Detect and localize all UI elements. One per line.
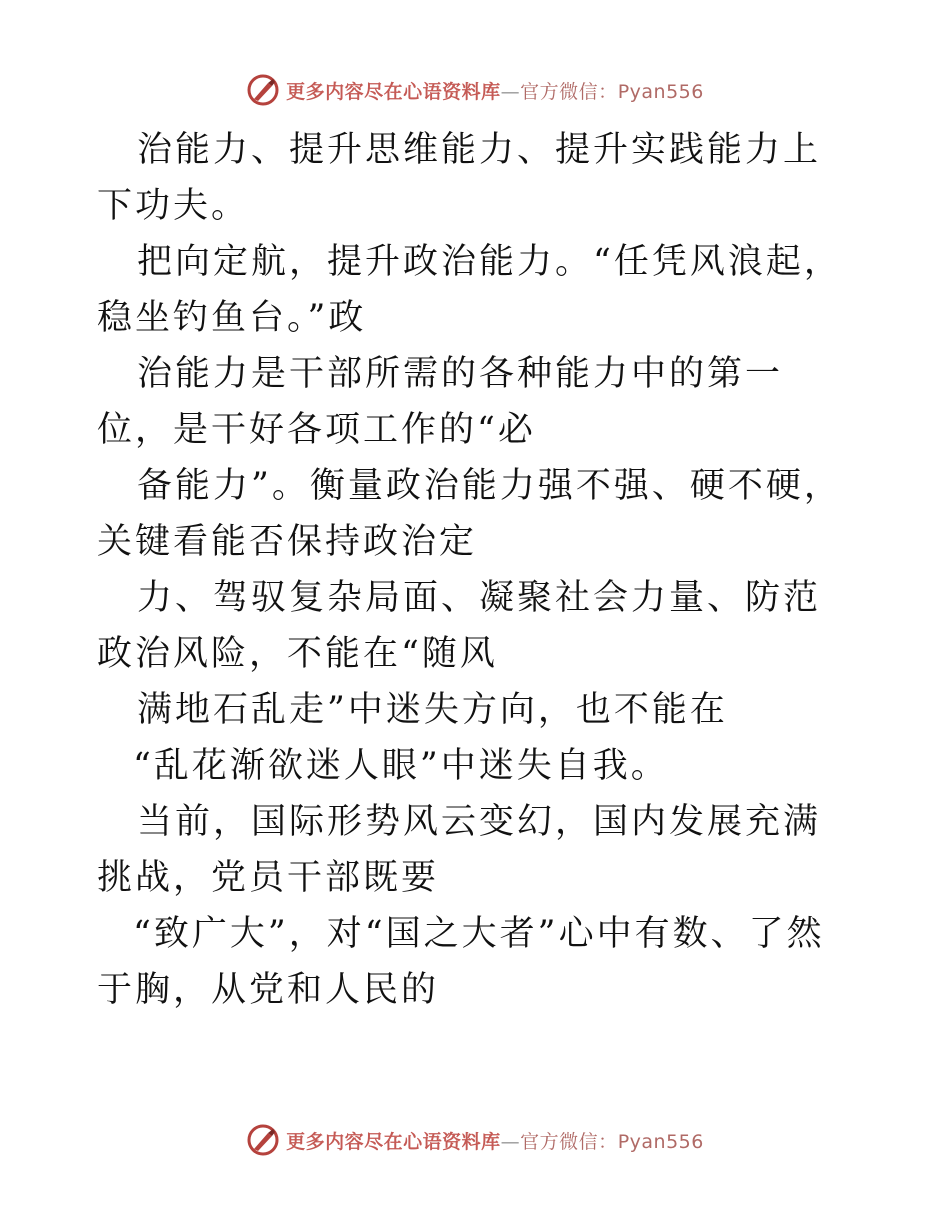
pen-logo-icon: [246, 1123, 280, 1157]
paragraph-8: 当前，国际形势风云变幻，国内发展充满挑战，党员干部既要: [97, 802, 822, 898]
header-banner-text: [286, 77, 704, 104]
paragraph-3: 治能力是干部所需的各种能力中的第一位，是干好各项工作的“必: [97, 354, 784, 450]
footer-watermark-banner: [0, 1120, 950, 1160]
header-banner-dash: —: [500, 80, 521, 103]
header-banner-wechat-id: Pyan556: [617, 80, 704, 103]
footer-banner-main: 更多内容尽在心语资料库: [286, 1130, 501, 1153]
header-banner-suffix: 官方微信：: [520, 80, 618, 103]
header-banner-main: 更多内容尽在心语资料库: [286, 80, 501, 103]
header-watermark-banner: [0, 70, 950, 110]
paragraph-2: 把向定航，提升政治能力。“任凭风浪起，稳坐钓鱼台。”政: [97, 242, 842, 338]
paragraph-7: “乱花渐欲迷人眼”中迷失自我。: [133, 746, 669, 786]
document-body: [97, 122, 857, 1018]
footer-banner-suffix: 官方微信：: [520, 1130, 618, 1153]
paragraph-1: 治能力、提升思维能力、提升实践能力上下功夫。: [97, 130, 822, 226]
footer-banner-text: [286, 1127, 704, 1154]
paragraph-5: 力、驾驭复杂局面、凝聚社会力量、防范政治风险，不能在“随风: [97, 578, 822, 674]
paragraph-9: “致广大”，对“国之大者”心中有数、了然于胸，从党和人民的: [97, 914, 825, 1010]
paragraph-4: 备能力”。衡量政治能力强不强、硬不硬，关键看能否保持政治定: [97, 466, 842, 562]
paragraph-6: 满地石乱走”中迷失方向，也不能在: [137, 690, 728, 730]
footer-banner-dash: —: [500, 1130, 521, 1153]
pen-logo-icon: [246, 73, 280, 107]
footer-banner-wechat-id: Pyan556: [617, 1130, 704, 1153]
